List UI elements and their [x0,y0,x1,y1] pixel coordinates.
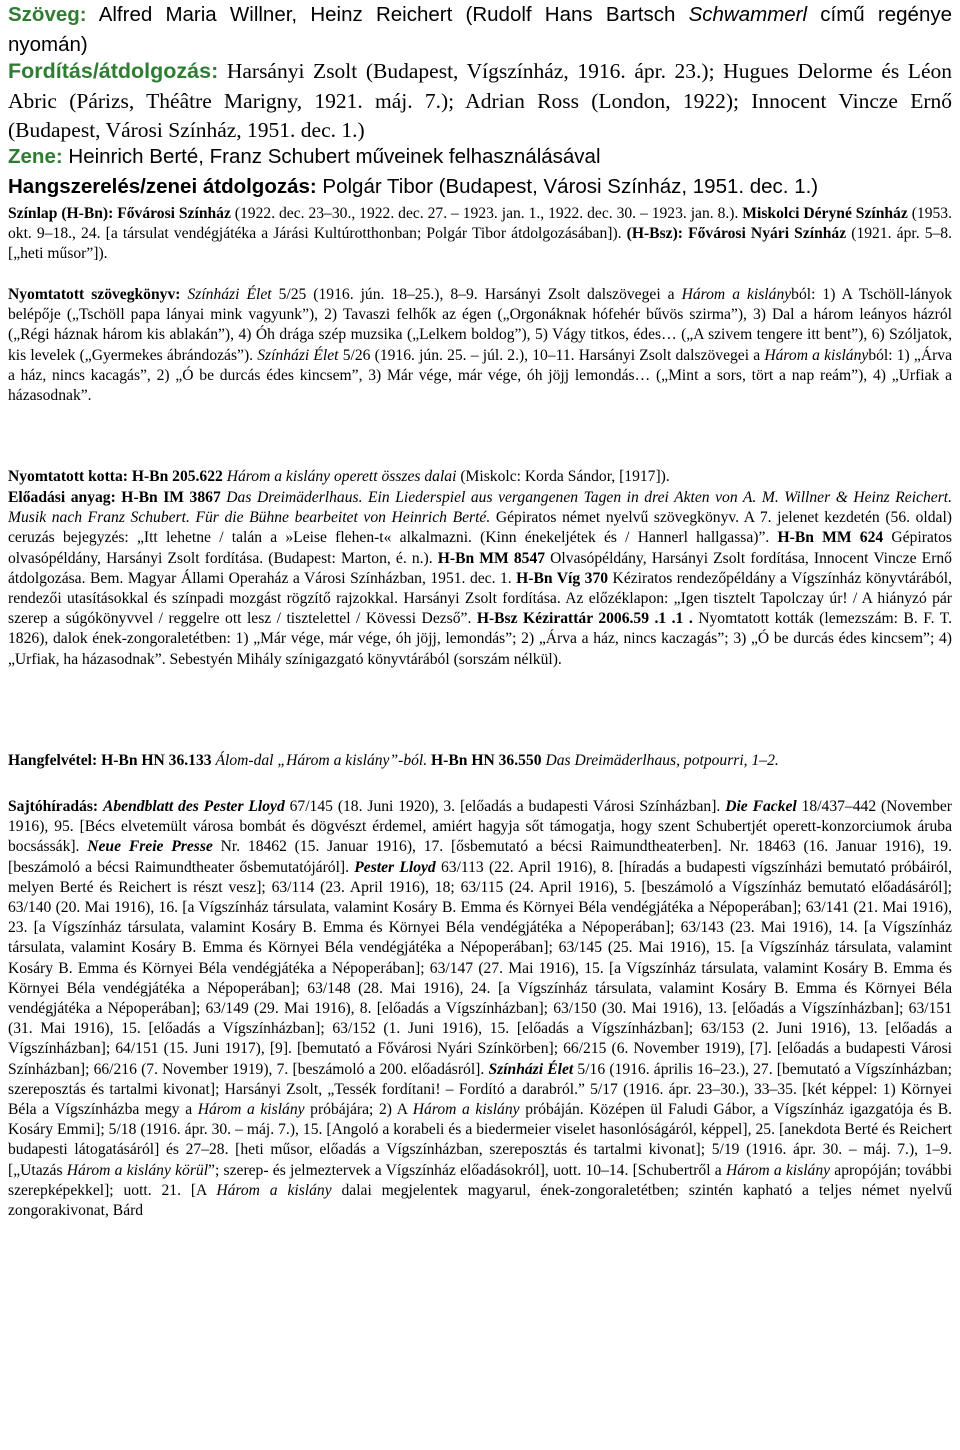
playbill-label: Színlap (H-Bn): [8,205,114,222]
credits-music-label: Zene: [8,145,63,168]
credits-translation-label: Fordítás/átdolgozás: [8,59,219,83]
credits-orchestration-label: Hangszerelés/zenei átdolgozás: [8,175,317,198]
credits-text-label: Szöveg: [8,3,87,26]
credits-text: Szöveg: Alfred Maria Willner, Heinz Reichert (Rudolf Hans Bartsch Schwammerl című regénye nyomán) [8,3,952,56]
performance-material-label: Előadási anyag: H-Bn IM 3867 [8,489,221,506]
credits-orchestration: Hangszerelés/zenei átdolgozás: Polgár Tibor (Budapest, Városi Színház, 1951. dec. 1.) [8,175,819,198]
printed-score-section: Nyomtatott kotta: H-Bn 205.622 Három a kislány operett összes dalai (Miskolc: Korda Sándor, [1917]). [8,468,670,485]
credits-music: Zene: Heinrich Berté, Franz Schubert műveinek felhasználásával [8,145,601,168]
printed-score-label: Nyomtatott kotta: H-Bn 205.622 [8,468,223,485]
printed-libretto-label: Nyomtatott szövegkönyv: [8,286,181,303]
credits-translation: Fordítás/átdolgozás: Harsányi Zsolt (Budapest, Vígszínház, 1916. ápr. 23.); Hugues Delorme és Léon Abric (Párizs, Théâtre Marigny, 1921. máj. 7.); Adrian Ross (London, 1922); Innocent Vincze Ernő (Budapest, Városi Színház, 1951. dec. 1.) [8,59,952,142]
press-section: Sajtóhíradás: Abendblatt des Pester Lloyd 67/145 (18. Juni 1920), 3. [előadás a budapesti Városi Színházban]. Die Fackel 18/437‒442 (November 1916), 95. [Bécs elvetemült városa bombát és dögvészt érdemel, amiért hagyja sőt támogatja, hogy szent Schubertjét operett-konzorciumok áruba bocsássák]. Neue Freie Presse Nr. 18462 (15. Januar 1916), 17. [ősbemutató a bécsi Raimundtheaterben]. Nr. 18463 (16. Januar 1916), 19. [beszámoló a bécsi Raimundtheater ősbemutatójáról]. Pester Lloyd 63/113 (22. April 1916), 8. [híradás a budapesti vígszínházi bemutató próbáiról, melyen Berté és Reichert is részt vesz]; 63/114 (23. April 1916), 18; 63/115 (24. April 1916), 5. [beszámoló a Vígszínház bemutató előadásáról]; 63/140 (20. Mai 1916), 16. [a Vígszínház társulata, valamint Kosáry B. Emma és Környei Béla vendégjátéka a Népoperában]; 63/141 (21. Mai 1916), 23. [a Vígszínház társulata, valamint Kosáry B. Emma és Környei Béla vendégjátéka a Népoperában]; 63/143 (23. Mai 1916), 14. [a Vígszínház társulata, valamint Kosáry B. Emma és Környei Béla vendégjátéka a Népoperában]; 63/145 (25. Mai 1916), 15. [a Vígszínház társulata, valamint Kosáry B. Emma és Környei Béla vendégjátéka a Népoperában]; 63/147 (27. Mai 1916), 15. [a Vígszínház társulata, valamint Kosáry B. Emma és Környei Béla vendégjátéka a Népoperában]; 63/148 (28. Mai 1916), 24. [a Vígszínház társulata, valamint Kosáry B. Emma és Környei Béla vendégjátéka a Népoperában]; 63/149 (29. Mai 1916), 8. [előadás a Vígszínházban]; 63/150 (30. Mai 1916), 13. [előadás a Vígszínházban]; 63/151 (31. Mai 1916), 15. [előadás a Vígszínházban]; 63/152 (1. Juni 1916), 15. [előadás a Vígszínházban]; 63/153 (2. Juni 1916), 13. [előadás a Vígszínházban]; 64/151 (15. Juni 1917), [9]. [bemutató a Fővárosi Nyári Színkörben]; 66/215 (6. November 1919), [7]. [előadás a budapesti Városi Színházban]; 66/216 (7. November 1919), 7. [beszámoló a 200. előadásról]. Színházi Élet 5/16 (1916. április 16‒23.), 27. [bemutató a Vígszínházban; szereposztás és tartalmi kivonat]; Harsányi Zsolt, „Tessék fordítani! ‒ Fordító a darabról.” 5/17 (1916. ápr. 23‒30.), 33‒35. [két képpel: 1) Környei Béla a Vígszínházba megy a Három a kislány próbájára; 2) A Három a kislány próbáján. Középen ül Faludi Gábor, a Vígszínház igazgatója és B. Kosáry Emmi]; 5/18 (1916. ápr. 30. ‒ máj. 7.), 15. [Angoló a korabeli és a biedermeier viselet hasonlóságáról, képpel], 25. [anekdota Berté és Reichert budapesti látogatásáról] és 27‒28. [heti műsor, előadás a Vígszínházban, szereposztás és tartalmi kivonat]; 5/19 (1916. ápr. 30. ‒ máj. 7.), 1‒9. [„Utazás Három a kislány körül”; szerep- és jelmeztervek a Vígszínház előadásokról], uott. 10‒14. [Schubertről a Három a kislány apropóján; további szerepképekkel]; uott. 21. [A Három a kislány dalai megjelentek magyarul, ének-zongoraletétben; szintén kapható a teljes német nyelvű zongorakivonat, Bárd [8,798,953,1220]
playbill-section: Színlap (H-Bn): Fővárosi Színház (1922. dec. 23‒30., 1922. dec. 27. ‒ 1923. jan. 1., 1922. dec. 30. ‒ 1923. jan. 8.). Miskolci Déryné Színház (1953. okt. 9‒18., 24. [a társulat vendégjátéka a Járási Kultúrotthonban; Polgár Tibor átdolgozásában]). (H-Bsz): Fővárosi Nyári Színház (1921. ápr. 5‒8. [„heti műsor”]). [8,205,953,263]
performance-material-section: Előadási anyag: H-Bn IM 3867 Das Dreimäderlhaus. Ein Liederspiel aus vergangenen Tagen in drei Akten von A. M. Willner & Heinz Reichert. Musik nach Franz Schubert. Für die Bühne bearbeitet von Heinrich Berté. Gépiratos német nyelvű szövegkönyv. A 7. jelenet kezdetén (56. oldal) ceruzás bejegyzés: „Itt lehetne / talán a »Leise flehen-t« alkalmazni. (Kinn énekeljétek és / Hannerl hallgassa)”. H-Bn MM 624 Gépiratos olvasópéldány, Harsányi Zsolt fordítása. (Budapest: Marton, é. n.). H-Bn MM 8547 Olvasópéldány, Harsányi Zsolt fordítása, Innocent Vincze Ernő átdolgozása. Bem. Magyar Állami Operaház a Városi Színházban, 1951. dec. 1. H-Bn Víg 370 Kéziratos rendezőpéldány a Vígszínház könyvtárából, rendezői utasításokkal és színpadi mozgást rögzítő rajzokkal. Harsányi Zsolt fordítása. Az előzéklapon: „Igen tisztelt Tapolczay úr! / A hiányzó pár szerep a súgókönyvvel / reggelre ott lesz / tisztelettel / Kövessi Dezső”. H-Bsz Kézirattár 2006.59 .1 .1 . Nyomtatott kották (lemezszám: B. F. T. 1826), dalok ének-zongoraletétben: 1) „Már vége, már vége, óh jöjj, lemondás”; 2) „Árva a ház, nincs kaczagás”; 3) „Ó be durcás édes kincsem”; 4) „Urfiak, ha házasodnak”. Sebestyén Mihály színigazgató könyvtárából (sorszám nélkül). [8,489,953,668]
recording-label: Hangfelvétel: H-Bn HN 36.133 [8,752,212,769]
printed-libretto-section: Nyomtatott szövegkönyv: Színházi Élet 5/25 (1916. jún. 18‒25.), 8‒9. Harsányi Zsolt dalszövegei a Három a kislányból: 1) A Tschöll-lányok belépője („Tschöll papa lányai mink vagyunk”), 2) Tavaszi felhők az égen („Orgonáknak hófehér bűvös szirma”), 3) Dal a három leányos házról („Régi háznak három kis ablakán”), 4) Óh drága szép muzsika („Lelkem boldog”), 5) Vágy titkos, édes… („A szivem tengere itt bent”), 6) Szóljatok, kis levelek („Gyermekes ábrándozás”). Színházi Élet 5/26 (1916. jún. 25. ‒ júl. 2.), 10‒11. Harsányi Zsolt dalszövegei a Három a kislányból: 1) „Árva a ház, nincs kacagás”, 2) „Ó be durcás édes kincsem”, 3) Már vége, már vége, óh jöjj lemondás… („Mint a sors, tört a nap reám”), 4) „Urfiak a házasodnak”. [8,286,953,405]
press-label: Sajtóhíradás: [8,798,99,815]
recording-section: Hangfelvétel: H-Bn HN 36.133 Álom-dal „Három a kislány”-ból. H-Bn HN 36.550 Das Dreimäderlhaus, potpourri, 1‒2. [8,752,779,769]
